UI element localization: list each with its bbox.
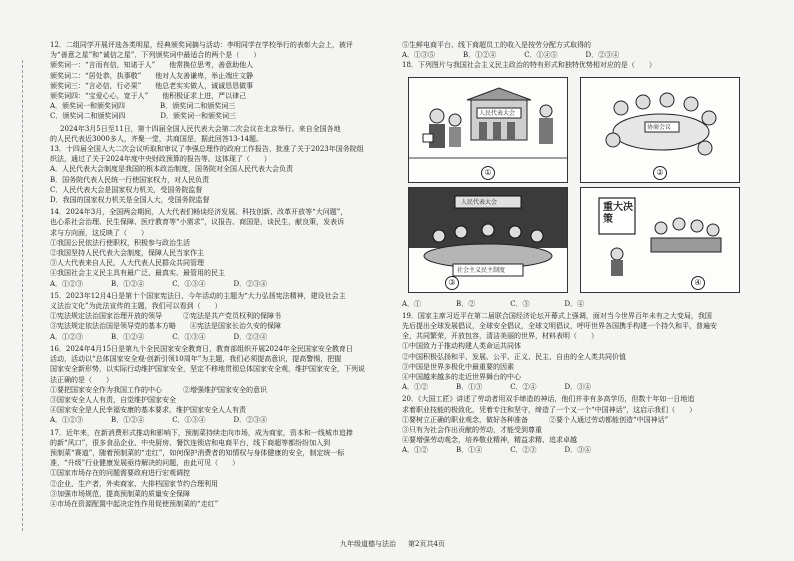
q13-option-b: B．国务院代表人民统一行使国家权力，对人民负责 [50, 175, 210, 184]
q17-options: A．①③⑤ B．①②④ C．①④⑤ D．②③④ [402, 51, 620, 60]
figure-1 [408, 77, 568, 183]
q16-item-12: ①要把国家安全作为我国工作的中心 ②增强维护国家安全的意识 [50, 385, 267, 394]
q17-item-1: ①国家市场存在的问题需要政府进行宏观调控 [50, 469, 190, 478]
q16-stem-2: 活动，活动以“总体国家安全观·创新引领10周年”为主题，我们必须提高意识，提高警惕，把握 [50, 355, 342, 364]
figure-2-sign: 协商会议 [647, 123, 672, 131]
q20-item-4: ④要增强劳动观念，培养敬业精神，精益求精、追求卓越 [402, 436, 577, 445]
q12-stem-1: 12．二组同学开展评选各类明星，经典颁奖词摘与活动：李明同学在学校举行的表彰大会上，被评 [50, 41, 353, 49]
q12-award-2: 颁奖词二：“居处恭，执事敬” 他对人友善谦卑，举止端庄文静 [50, 71, 254, 80]
q14-item-1: ①我国公民依法行使职权，积极参与政治生活 [50, 238, 190, 247]
q12-option-cd: C．颁奖词二和颁奖词四 D．颁奖词一和颁奖词三 [50, 112, 236, 121]
figure-2 [580, 77, 740, 183]
q12-award-3: 颁奖词三：“言必信，行必果” 他总老实实做人，诚诚恳恳做事 [50, 81, 254, 90]
q19-item-3: ③中国是世界多极化中最重要的因素 [402, 362, 514, 371]
figure-4-number: ④ [691, 276, 705, 290]
q20-stem-1: 20．《大国工匠》讲述了劳动者用双手缔造的神话，他们并非有多高学历，但数十年如一日地追 [402, 395, 695, 404]
q19-options: A．①② B．①③ C．②④ D．③④ [402, 383, 592, 392]
q18-figures [402, 73, 747, 295]
q14-item-3: ③人大代表来自人民，人大代表人民群众共同管理 [50, 259, 204, 268]
q17-item-5: ⑤生鲜电商平台、线下商超员工的收入是按劳分配方式取得的 [402, 41, 591, 49]
figure-3-banner: 社会主义民主制度 [457, 266, 506, 274]
q13-intro-2: 的人民代表近3000多人，齐聚一堂，共商国是，据此回答13-14题。 [50, 134, 263, 143]
q14-stem-1: 14．2024年3月，全国两会期间，人大代表们畅谈经济发展、科技创新、改革开放等“大问题”， [50, 208, 348, 217]
q15-stem-2: 义法治文化”为此法宣传的主题，我们可以看到（ ） [50, 302, 222, 311]
figure-3-sign: 人民代表大会 [461, 198, 498, 206]
q13-intro-1: 2024年3月5日至11日，第十四届全国人民代表大会第二次会议在北京举行。来自全国各地 [60, 124, 341, 133]
q16-item-4: ④国家安全是人民幸福安康的基本要求，维护国家安全人人有责 [50, 406, 246, 415]
q19-stem-2: 先后提出全球发展倡议，全球安全倡议，全球文明倡议，呼吁世界各国携手构建一个持久和平，普遍安 [402, 322, 717, 331]
q15-item-34: ③宪法规定依法治国是领导党的基本方略 ④宪法是国家长治久安的保障 [50, 322, 281, 331]
q18-stem: 18．下列图片与我国社会主义民主政治的特有形式和独特优势相对应的是（ ） [402, 61, 656, 70]
q19-item-2: ②中国积极弘扬和平、发展、公平、正义、民主、自由的全人类共同价值 [402, 352, 626, 361]
q19-stem-1: 19．国家主席习近平在第二届联合国经济论坛开幕式上强调，面对当今世界百年未有之大变局，我国 [402, 311, 712, 320]
q14-stem-3: 求与方向面，这反映了（ ） [50, 228, 148, 237]
q14-stem-2: 也心系社会治理、民生保障、医疗教育等“小需求”，议报告、商国是，谈民生，献良策，发表诉 [50, 218, 345, 227]
figure-2-number: ② [653, 166, 667, 180]
q16-stem-1: 16．2024年4月15日是第九个全民国家安全教育日，教育部组织开展2024年全民国家安全教育日 [50, 344, 353, 353]
q17-item-4: ④市场在资源配置中起决定性作用促使预制菜的“走红” [50, 499, 219, 508]
q16-options: A．①②③ B．①②④ C．①③④ D．②③④ [50, 416, 268, 425]
q18-options: A．① B．② C．③ D．④ [402, 299, 585, 308]
figure-3 [408, 187, 568, 293]
q17-stem-2: 的新“风口”，很多食品企业、中央厨房、餐饮连锁店和电商平台，线下商超等都纷纷加入到 [50, 438, 331, 447]
q14-item-2: ②我国坚持人民代表大会制度，保障人民当家作主 [50, 249, 204, 258]
q17-item-3: ③加强市场规范，提高预制菜的质量安全保障 [50, 489, 190, 498]
q13-option-c: C．人民代表大会是国家权力机关，受国务院监督 [50, 185, 203, 194]
q20-item-12: ①要树立正确的职业观念，做好各种准备 ②要个人通过劳动都能创造“中国神话” [402, 415, 669, 424]
q12-option-ab: A．颁奖词一和颁奖词四 B．颁奖词二和颁奖词三 [50, 102, 236, 111]
q17-stem-1: 17．近年来，在新消费形式推动和影响下，预制菜持续走向市场，成为商家，资本和一线城市追捧 [50, 428, 353, 437]
q13-option-d: D．我国的国家权力机关是全国人大，受国务院监督 [50, 196, 210, 205]
q12-stem-2: 为“善意之星”和“诚信之星”．下列颁奖词中最适合的两个是（ ） [50, 51, 261, 60]
figure-4-sign: 重大决策 [603, 201, 633, 225]
q13-stem-1: 13．十四届全国人大二次会议听取和审议了李强总理作的政府工作报告，批准了关于2023年国务院组 [50, 145, 364, 154]
q17-stem-3: 预制菜“赛道”，随着预制菜的“走红”，如何保护消费者的知情权与身体健康的安全，制定统一标 [50, 448, 345, 457]
figure-3-number: ③ [445, 276, 459, 290]
q16-stem-4: 法正确的是（ ） [50, 375, 113, 384]
q16-stem-3: 国家安全新形势，以实际行动维护国家安全，坚定不移地贯彻总体国家安全观，维护国家安全，下列说 [50, 365, 365, 374]
q19-item-4: ④中国越来越多的走近世界舞台的中心 [402, 373, 521, 382]
q15-stem-1: 15．2023年12月4日是第十个国家宪法日，今年活动的主题为“大力弘扬宪法精神，建设社会主 [50, 291, 346, 300]
q15-item-12: ①宪法规定法治国家治理开放的领导 ②宪法是共产党员权利的保障书 [50, 312, 281, 321]
figure-1-number: ① [481, 166, 495, 180]
q12-award-1: 颁奖词一：“言而有信，知诺于人” 他常换位思考，善意助他人 [50, 61, 254, 70]
right-column [402, 40, 747, 537]
figure-4 [580, 187, 740, 293]
q14-item-4: ④我国社会主义民主具有最广泛、最真实、最管用的民主 [50, 269, 225, 278]
footer-page-number: 第2页共4页 [408, 540, 445, 548]
q19-stem-3: 全，共同繁荣，开放包容，清洁美丽的世界，材料表明（ ） [402, 332, 598, 341]
q14-options: A．①②③ B．①②④ C．①③④ D．②③④ [50, 279, 268, 288]
q15-options: A．①②③ B．①②④ C．①③④ D．②③④ [50, 332, 268, 341]
q17-stem-4: 准，“升级”行业健康发展亟待解决的问题，由此可见（ ） [50, 459, 240, 468]
q20-stem-2: 求着职业技能的极致化，凭着专注和坚守，缔造了一个又一个“中国神话”，这启示我们（ ） [402, 405, 697, 414]
q13-option-a: A．人民代表大会制度是我国的根本政治制度，国务院对全国人民代表大会负责 [50, 165, 294, 174]
q17-item-2: ②企业、生产者，外卖商家、大排档国家节约合理利用 [50, 479, 218, 488]
q13-stem-2: 织法，通过了关于2024年度中央财政预算的报告等。这体现了（ ） [50, 155, 271, 164]
q20-item-3: ③只有为社会作出贡献的劳动，才能受到尊重 [402, 426, 542, 435]
q20-options: A．①② B．①④ C．②③ D．③④ [402, 446, 592, 455]
q16-item-3: ③国家安全人人有责，自觉维护国家安全 [50, 395, 176, 404]
figure-1-sign: 人民代表大会 [479, 109, 516, 117]
footer-subject: 九年级道德与法治 [340, 540, 396, 548]
binding-margin [8, 60, 23, 531]
left-column [50, 40, 390, 537]
q19-item-1: ①中国致力于推动构建人类命运共同体 [402, 342, 521, 351]
q12-award-4: 颁奖词四：“宝爱心心，宽于人” 他积极证求上进，严以律己 [50, 92, 247, 101]
